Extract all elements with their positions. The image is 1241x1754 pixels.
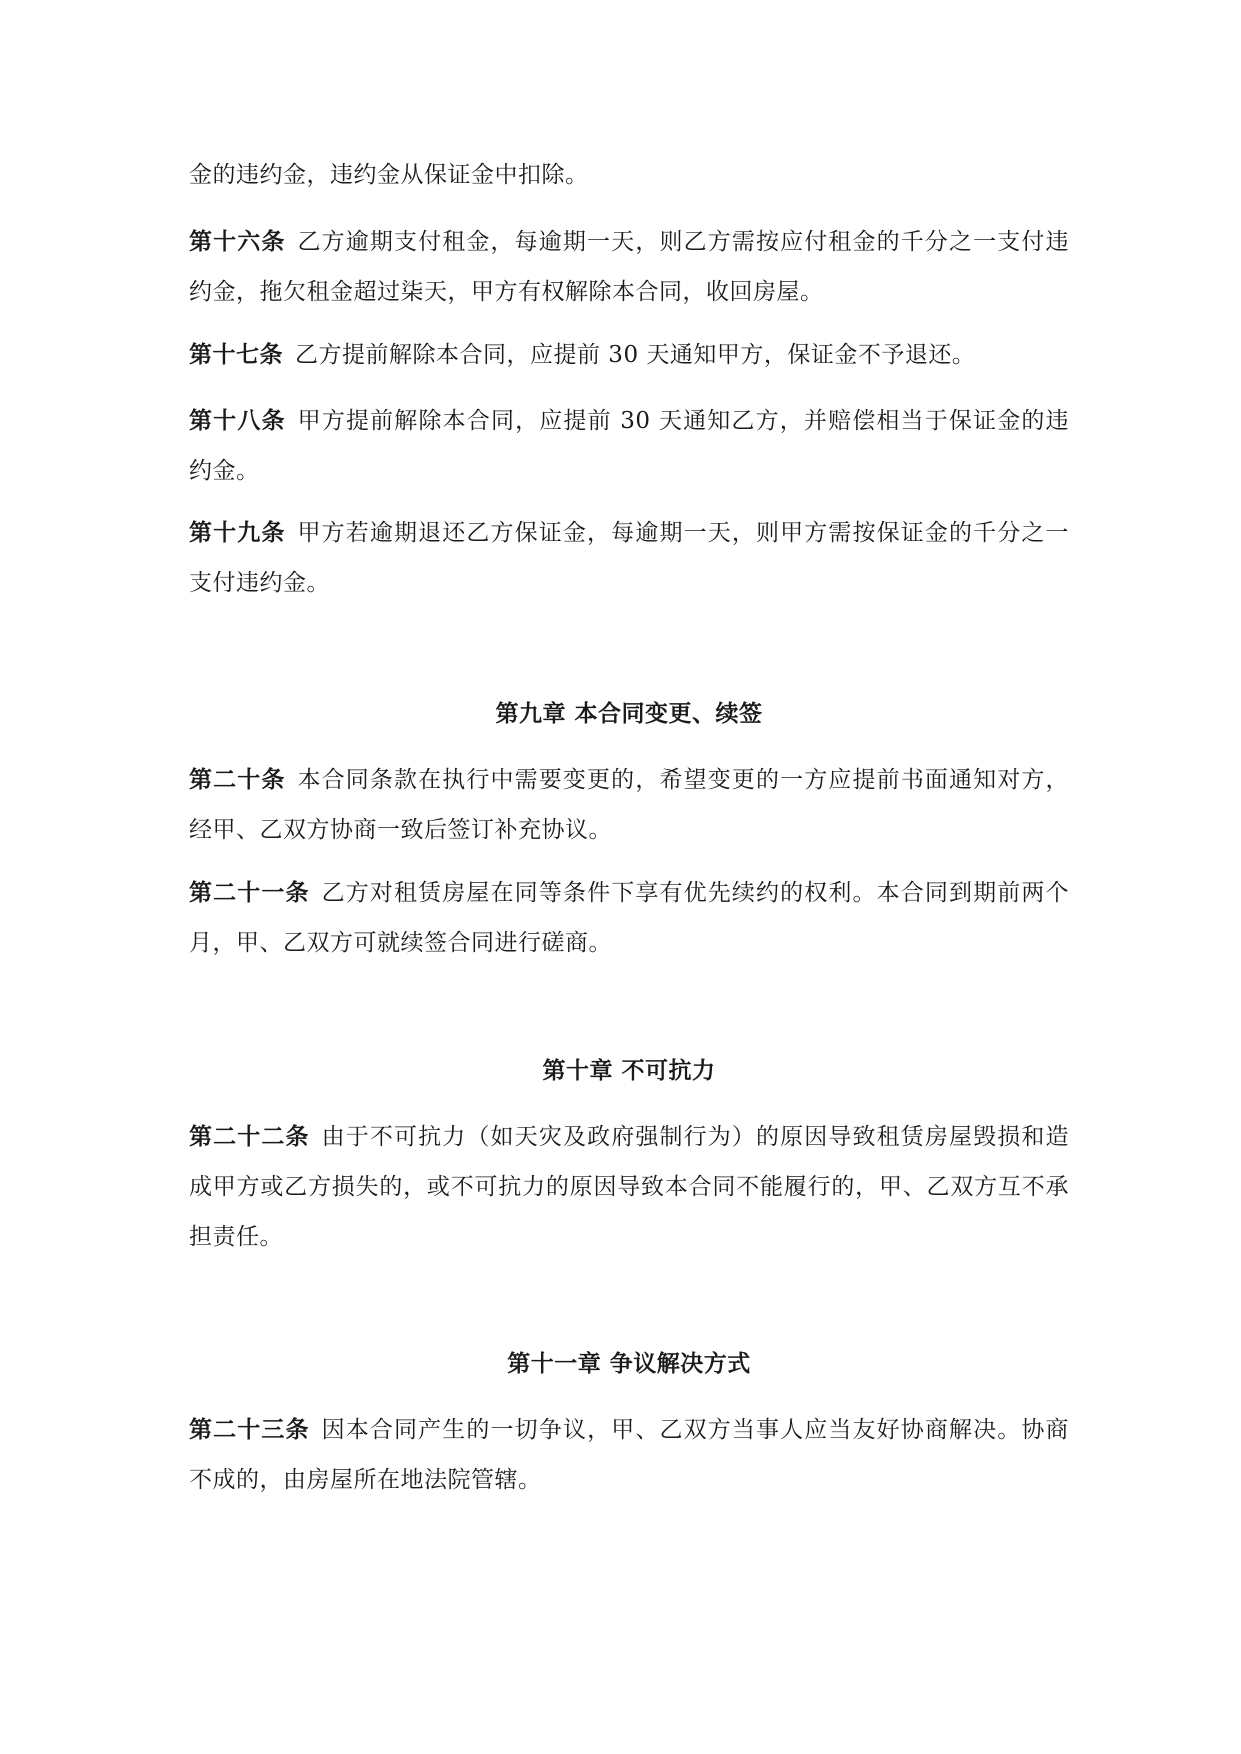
- article-23-label: 第二十三条: [189, 1416, 310, 1443]
- article-16-text: 乙方逾期支付租金，每逾期一天，则乙方需按应付租金的千分之一支付违约金，拖欠租金超过柒天，甲方有权解除本合同，收回房屋。: [189, 229, 1070, 305]
- article-20: [189, 755, 1069, 855]
- chapter-10-heading: 第十章 不可抗力: [542, 1057, 716, 1084]
- article-17: [189, 330, 1069, 380]
- article-19-label: 第十九条: [189, 519, 286, 546]
- article-17-text: 乙方提前解除本合同，应提前 30 天通知甲方，保证金不予退还。: [295, 342, 976, 368]
- chapter-11-heading: 第十一章 争议解决方式: [507, 1350, 751, 1377]
- article-18-label: 第十八条: [189, 407, 286, 434]
- article-20-label: 第二十条: [189, 766, 286, 793]
- article-16: [189, 217, 1069, 317]
- continuation-paragraph: [189, 150, 1069, 200]
- article-23: [189, 1405, 1069, 1505]
- article-22: [189, 1112, 1069, 1262]
- article-17-label: 第十七条: [189, 341, 283, 368]
- article-16-label: 第十六条: [189, 228, 286, 255]
- continuation-text: 金的违约金，违约金从保证金中扣除。: [189, 162, 589, 188]
- article-21-label: 第二十一条: [189, 879, 310, 906]
- article-21: [189, 868, 1069, 968]
- article-23-text: 因本合同产生的一切争议，甲、乙双方当事人应当友好协商解决。协商不成的，由房屋所在地法院管辖。: [189, 1417, 1070, 1493]
- article-18: [189, 396, 1069, 496]
- article-18-text: 甲方提前解除本合同，应提前 30 天通知乙方，并赔偿相当于保证金的违约金。: [189, 408, 1070, 484]
- article-22-label: 第二十二条: [189, 1123, 310, 1150]
- article-19-text: 甲方若逾期退还乙方保证金，每逾期一天，则甲方需按保证金的千分之一支付违约金。: [189, 520, 1070, 596]
- chapter-9-heading: 第九章 本合同变更、续签: [495, 700, 763, 727]
- article-19: [189, 508, 1069, 608]
- article-22-text: 由于不可抗力（如天灾及政府强制行为）的原因导致租赁房屋毁损和造成甲方或乙方损失的，或不可抗力的原因导致本合同不能履行的，甲、乙双方互不承担责任。: [189, 1124, 1070, 1250]
- article-20-text: 本合同条款在执行中需要变更的，希望变更的一方应提前书面通知对方，经甲、乙双方协商一致后签订补充协议。: [189, 767, 1070, 843]
- article-21-text: 乙方对租赁房屋在同等条件下享有优先续约的权利。本合同到期前两个月，甲、乙双方可就续签合同进行磋商。: [189, 880, 1070, 956]
